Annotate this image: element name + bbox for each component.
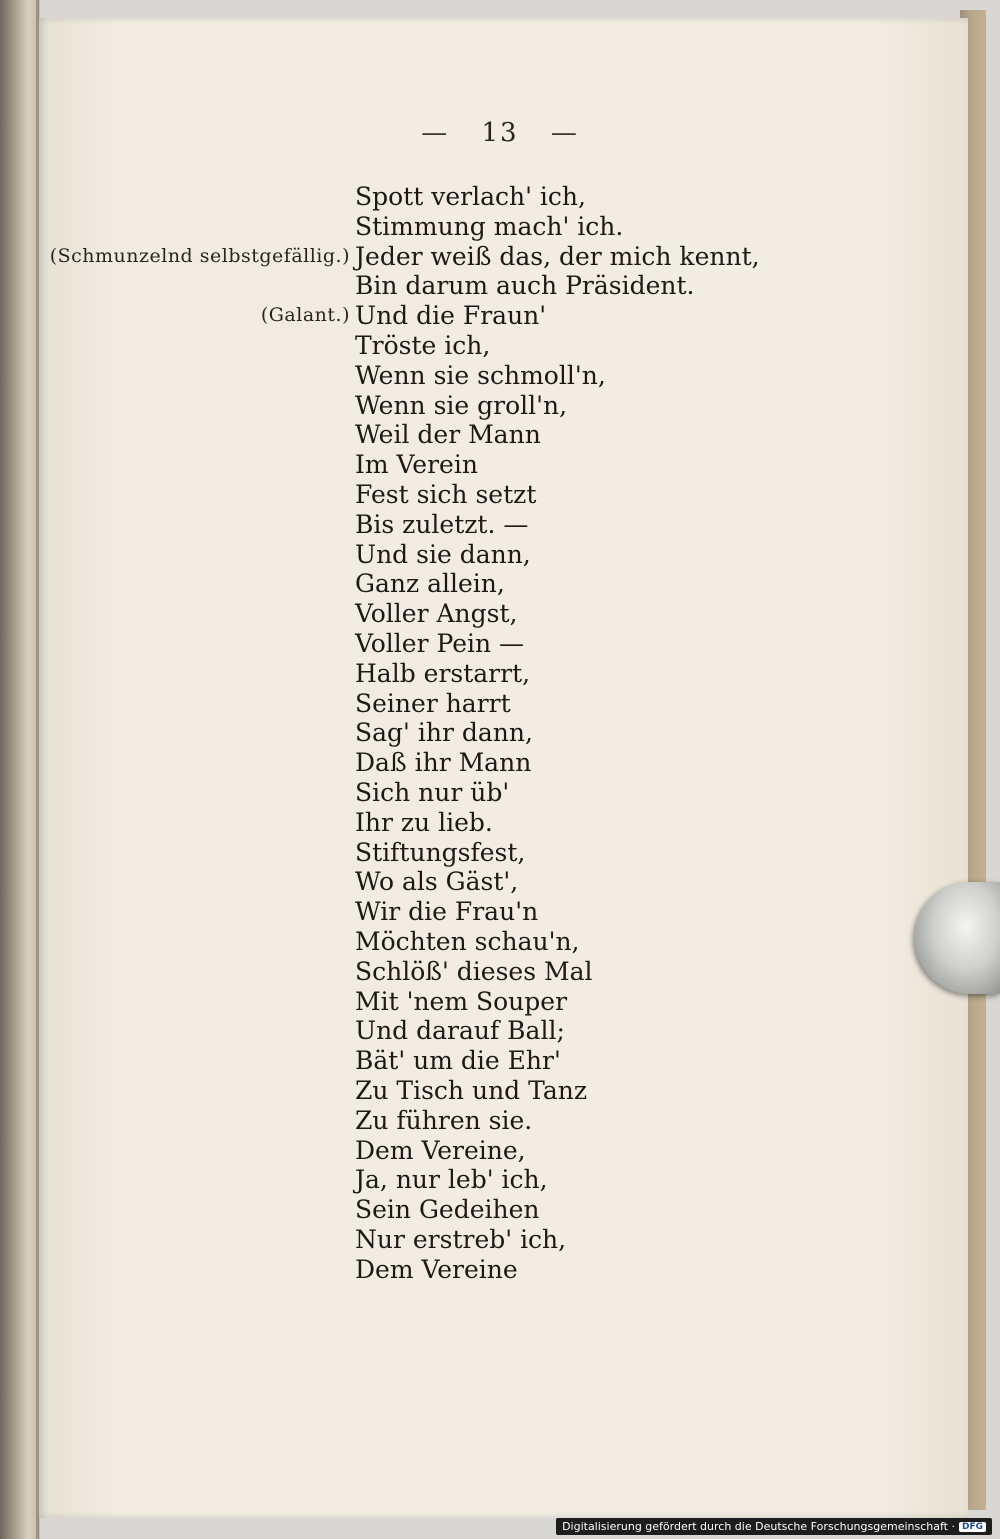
verse-line: [0, 867, 1000, 897]
verse-line: [0, 1016, 1000, 1046]
verse-text: Nur erstreb' ich,: [355, 1224, 567, 1254]
verse-text: Spott verlach' ich,: [355, 182, 586, 211]
verse-line: [0, 1076, 1000, 1106]
verse-line: [0, 540, 1000, 570]
verse-text: Zu führen sie.: [355, 1105, 533, 1135]
page-number-header: [0, 118, 1000, 148]
verse-text: Im Verein: [355, 450, 478, 480]
verse-text: Stiftungsfest,: [355, 837, 526, 867]
verse-line: [0, 1195, 1000, 1225]
verse-text: Und die Fraun': [355, 301, 547, 331]
verse-text: Seiner harrt: [355, 688, 511, 718]
verse-text: Ganz allein,: [355, 569, 505, 599]
verse-line: [0, 659, 1000, 689]
verse-text: Dem Vereine,: [355, 1135, 526, 1165]
verse-line: [0, 242, 1000, 272]
verse-line: [0, 182, 1000, 212]
verse-line: [0, 569, 1000, 599]
verse-line: [0, 1136, 1000, 1166]
verse-text: Möchten schau'n,: [355, 926, 580, 956]
verse-line: [0, 599, 1000, 629]
verse-text: Sich nur üb': [355, 777, 510, 807]
verse-line: [0, 391, 1000, 421]
verse-text: Bin darum auch Präsident.: [355, 271, 695, 301]
verse-line: [0, 301, 1000, 331]
verse-text: Und darauf Ball;: [355, 1016, 565, 1046]
verse-text: Jeder weiß das, der mich kennt,: [355, 241, 760, 271]
verse-line: [0, 778, 1000, 808]
verse-text: Wenn sie schmoll'n,: [355, 360, 606, 390]
verse-text: Schlöß' dieses Mal: [355, 956, 593, 986]
verse-text: Und sie dann,: [355, 539, 531, 569]
page-number: 13: [481, 118, 519, 148]
verse-line: [0, 987, 1000, 1017]
verse-line: [0, 510, 1000, 540]
verse-line: [0, 331, 1000, 361]
verse-line: [0, 897, 1000, 927]
verse-line: [0, 271, 1000, 301]
verse-text: Zu Tisch und Tanz: [355, 1075, 588, 1105]
verse-line: [0, 420, 1000, 450]
page-number-left-dash: —: [421, 118, 450, 148]
verse-line: [0, 1255, 1000, 1285]
verse-text: Stimmung mach' ich.: [355, 211, 624, 241]
verse-text: Sag' ihr dann,: [355, 718, 533, 748]
verse-text: Wenn sie groll'n,: [355, 390, 568, 420]
verse-line: [0, 927, 1000, 957]
verse-line: [0, 1106, 1000, 1136]
verse-line: [0, 718, 1000, 748]
page-number-right-dash: —: [550, 118, 579, 148]
verse-line: [0, 361, 1000, 391]
verse-line: [0, 480, 1000, 510]
verse-line: [0, 212, 1000, 242]
verse-text: Ihr zu lieb.: [355, 807, 493, 837]
stage-direction: (Galant.): [260, 304, 350, 327]
verse-text: Daß ihr Mann: [355, 748, 532, 778]
verse-text: Ja, nur leb' ich,: [355, 1165, 548, 1195]
verse-text: Weil der Mann: [355, 420, 541, 450]
verse-line: [0, 689, 1000, 719]
verse-line: [0, 629, 1000, 659]
verse-line: [0, 450, 1000, 480]
verse-text: Fest sich setzt: [355, 479, 537, 509]
verse-line: [0, 1165, 1000, 1195]
verse-text: Halb erstarrt,: [355, 658, 531, 688]
verse-line: [0, 808, 1000, 838]
verse-line: [0, 957, 1000, 987]
verse-text: Wir die Frau'n: [355, 897, 539, 927]
verse-text: Dem Vereine: [355, 1254, 518, 1284]
verse-line: [0, 838, 1000, 868]
dfg-logo-icon: DFG: [959, 1522, 986, 1532]
digitization-credit: [556, 1518, 992, 1535]
verse-text: Tröste ich,: [355, 330, 491, 360]
verse-text: Mit 'nem Souper: [355, 986, 568, 1016]
credit-text: Digitalisierung gefördert durch die Deutsche Forschungsgemeinschaft ·: [562, 1520, 955, 1533]
stage-direction: (Schmunzelnd selbstgefällig.): [49, 244, 350, 267]
verse-line: [0, 1046, 1000, 1076]
verse-block: [0, 182, 1000, 1284]
verse-text: Bät' um die Ehr': [355, 1046, 561, 1076]
verse-text: Voller Angst,: [355, 599, 518, 629]
verse-line: [0, 748, 1000, 778]
verse-text: Sein Gedeihen: [355, 1195, 540, 1225]
verse-text: Voller Pein —: [355, 628, 525, 658]
verse-text: Bis zuletzt. —: [355, 509, 529, 539]
verse-text: Wo als Gäst',: [355, 867, 519, 897]
verse-line: [0, 1225, 1000, 1255]
